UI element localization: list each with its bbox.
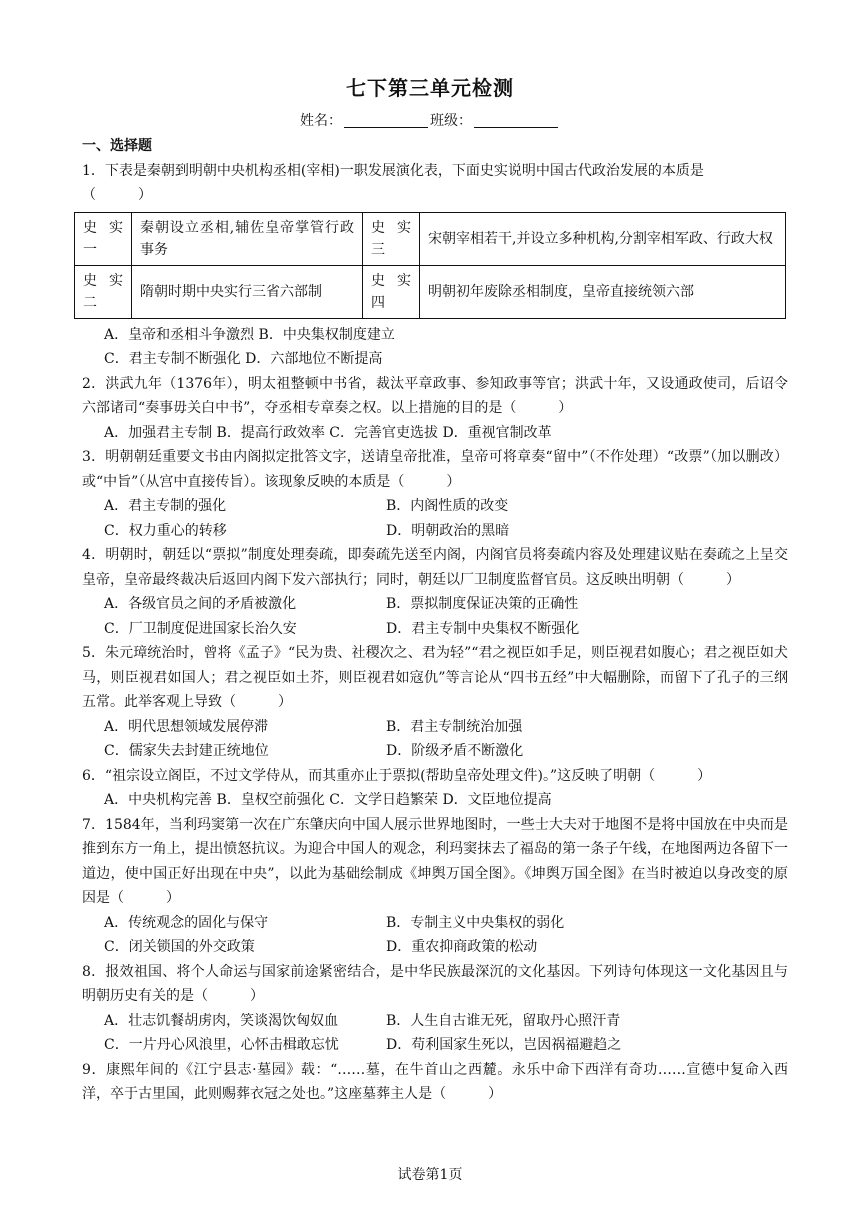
table-cell: 隋朝时期中央实行三省六部制 <box>132 265 363 318</box>
question-8-stem: 8．报效祖国、将个人命运与国家前途紧密结合，是中华民族最深沉的文化基因。下列诗句体现这一文化基因且与明朝历史有关的是（ ） <box>82 963 788 1004</box>
question-7-options-row1 <box>82 911 788 936</box>
table-cell: 秦朝设立丞相,辅佐皇帝掌管行政事务 <box>132 212 363 265</box>
class-blank <box>474 113 558 128</box>
option-d: D．苟利国家生死以，岂因祸福避趋之 <box>386 1037 622 1053</box>
question-3-stem: 3．明朝朝廷重要文书由内阁拟定批答文字，送请皇帝批准，皇帝可将章奏“留中”（不作处理）“改票”（加以删改）或“中旨”（从宫中直接传旨）。该现象反映的本质是（ ） <box>82 449 788 490</box>
question-4-options-row1 <box>82 592 788 617</box>
question-8-options-row2 <box>82 1033 788 1058</box>
question-3-options-row1 <box>82 494 788 519</box>
question-1-options-line2: C．君主专制不断强化 D．六部地位不断提高 <box>104 351 383 367</box>
question-3 <box>82 445 788 543</box>
table-row <box>75 265 786 318</box>
table-row <box>75 212 786 265</box>
option-b: B．内阁性质的改变 <box>386 498 509 514</box>
question-8 <box>82 960 788 1058</box>
table-cell: 史实三 <box>363 212 420 265</box>
question-7-options-row2 <box>82 935 788 960</box>
question-1-options-line1: A．皇帝和丞相斗争激烈 B．中央集权制度建立 <box>104 326 395 343</box>
question-4-stem: 4．明朝时，朝廷以“票拟”制度处理奏疏，即奏疏先送至内阁，内阁官员将奏疏内容及处理建议贴在奏疏之上呈交皇帝，皇帝最终裁决后返回内阁下发六部执行；同时，朝廷以厂卫制度监督官员。这反映出明朝（ ） <box>82 547 788 588</box>
option-c: C．权力重心的转移 <box>104 522 227 539</box>
option-a: A．君主专制的强化 <box>104 498 227 514</box>
question-2 <box>82 372 788 446</box>
option-a: A．壮志饥餐胡虏肉，笑谈渴饮匈奴血 <box>104 1012 339 1029</box>
student-info <box>0 110 860 130</box>
question-8-options-row1 <box>82 1009 788 1034</box>
table-cell: 宋朝宰相若干,并设立多种机构,分割宰相军政、行政大权 <box>420 212 786 265</box>
option-a: A．传统观念的固化与保守 <box>104 914 269 931</box>
question-4 <box>82 543 788 641</box>
question-6-stem: 6．“祖宗设立阁臣，不过文学侍从，而其重亦止于票拟(帮助皇帝处理文件)。”这反映了明朝（ ） <box>82 767 712 784</box>
option-b: B．君主专制统治加强 <box>386 718 523 735</box>
option-d: D．重农抑商政策的松动 <box>386 939 538 955</box>
section-heading: 一、选择题 <box>82 138 152 154</box>
option-c: C．厂卫制度促进国家长治久安 <box>104 620 297 637</box>
option-a: A．各级官员之间的矛盾被激化 <box>104 596 297 612</box>
question-9-stem: 9．康熙年间的《江宁县志·墓园》载：“……墓，在牛首山之西麓。永乐中命下西洋有奇功……宣德中复命入西洋，卒于古里国，此则赐葬衣冠之处也。”这座墓葬主人是（ ） <box>82 1061 788 1102</box>
page-title: 七下第三单元检测 <box>346 76 514 100</box>
question-1-paren: （ ） <box>82 187 152 203</box>
option-c: C．儒家失去封建正统地位 <box>104 743 269 759</box>
question-1-stem: 1．下表是秦朝到明朝中央机构丞相(宰相)一职发展演化表，下面史实说明中国古代政治发展的本质是 <box>82 162 704 179</box>
question-1 <box>82 159 788 372</box>
facts-table <box>74 212 786 319</box>
option-b: B．专制主义中央集权的弱化 <box>386 914 565 931</box>
table-cell: 史实二 <box>75 265 132 318</box>
option-c: C．闭关锁国的外交政策 <box>104 939 255 955</box>
question-5 <box>82 641 788 764</box>
question-6 <box>82 764 788 813</box>
questions <box>82 134 788 1107</box>
question-4-options-row2 <box>82 617 788 642</box>
question-5-options-row1 <box>82 715 788 740</box>
question-2-options: A．加强君主专制 B．提高行政效率 C．完善官吏选拔 D．重视官制改革 <box>104 424 552 441</box>
question-7-stem: 7．1584年，当利玛窦第一次在广东肇庆向中国人展示世界地图时，一些士大夫对于地图不是将中国放在中央而是推到东方一角上，提出愤怒抗议。为迎合中国人的观念，利玛窦抹去了福岛的第一条子午线，在地图两边各留下一道边，使中国正好出现在中央”，以此为基础绘制成《坤舆万国全图》。《坤舆万国全图》在当时被迫以身改变的原因是（ ） <box>82 816 788 906</box>
question-5-options-row2 <box>82 739 788 764</box>
question-6-options: A．中央机构完善 B．皇权空前强化 C．文学日趋繁荣 D．文臣地位提高 <box>104 792 552 808</box>
question-3-options-row2 <box>82 519 788 544</box>
question-5-stem: 5．朱元璋统治时，曾将《孟子》“民为贵、社稷次之、君为轻”“君之视臣如手足，则臣视君如腹心；君之视臣如犬马，则臣视君如国人；君之视臣如土芥，则臣视君如寇仇”等言论从“四书五经”中大幅删除，而留下了孔子的三纲五常。此举客观上导致（ ） <box>82 645 788 710</box>
question-2-stem: 2．洪武九年（1376年），明太祖整顿中书省，裁汰平章政事、参知政事等官；洪武十年，又设通政使司，后诏令六部诸司“奏事毋关白中书”，夺丞相专章奏之权。以上措施的目的是（ ） <box>82 375 788 416</box>
table-cell: 史实四 <box>363 265 420 318</box>
option-b: B．票拟制度保证决策的正确性 <box>386 596 579 612</box>
table-cell: 史实一 <box>75 212 132 265</box>
name-label: 姓名： <box>300 113 342 129</box>
class-label: 班级： <box>430 113 472 129</box>
name-blank <box>344 113 428 128</box>
question-9 <box>82 1058 788 1107</box>
option-d: D．明朝政治的黑暗 <box>386 522 510 539</box>
option-d: D．君主专制中央集权不断强化 <box>386 620 580 637</box>
page-footer: 试卷第1页 <box>397 1167 463 1183</box>
question-7 <box>82 813 788 960</box>
option-b: B．人生自古谁无死，留取丹心照汗青 <box>386 1012 621 1029</box>
option-c: C．一片丹心风浪里，心怀击楫敢忘忧 <box>104 1037 339 1053</box>
table-cell: 明朝初年废除丞相制度，皇帝直接统领六部 <box>420 265 786 318</box>
option-d: D．阶级矛盾不断激化 <box>386 743 524 759</box>
option-a: A．明代思想领域发展停滞 <box>104 718 269 735</box>
